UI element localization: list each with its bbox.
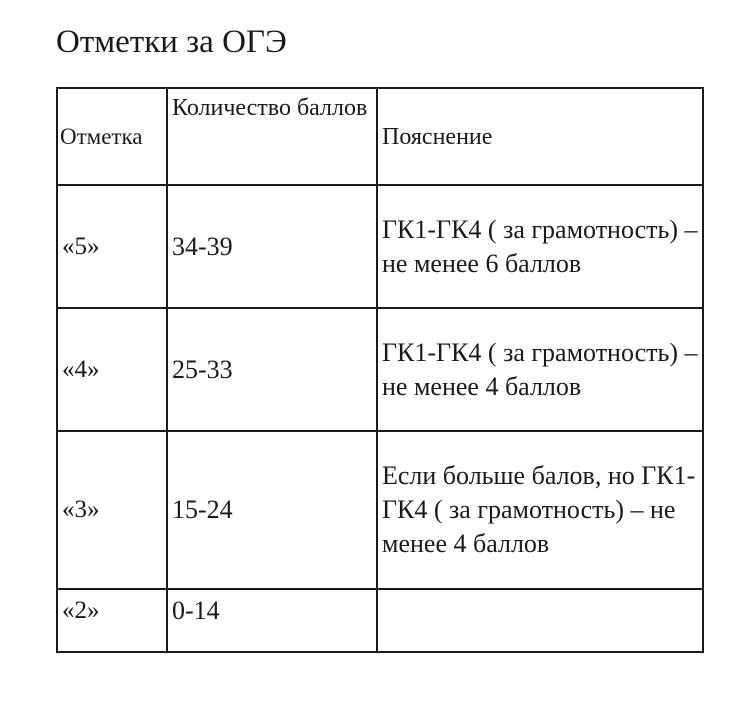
cell-mark: «3» (57, 431, 167, 589)
header-mark: Отметка (57, 88, 167, 185)
cell-mark: «4» (57, 308, 167, 431)
table-row (57, 185, 703, 308)
table-row (57, 431, 703, 589)
cell-mark: «5» (57, 185, 167, 308)
cell-points: 25-33 (167, 308, 377, 431)
cell-points: 34-39 (167, 185, 377, 308)
table-row (57, 589, 703, 652)
table-row (57, 308, 703, 431)
grades-table (56, 87, 704, 653)
cell-note: Если больше балов, но ГК1-ГК4 ( за грамотность) – не менее 4 баллов (377, 431, 703, 589)
cell-points: 0-14 (167, 589, 377, 652)
cell-points: 15-24 (167, 431, 377, 589)
header-points: Количество баллов (167, 88, 377, 185)
cell-note (377, 589, 703, 652)
cell-note: ГК1-ГК4 ( за грамотность) – не менее 6 баллов (377, 185, 703, 308)
header-note: Пояснение (377, 88, 703, 185)
cell-mark: «2» (57, 589, 167, 652)
page-title: Отметки за ОГЭ (56, 24, 287, 60)
table-header-row (57, 88, 703, 185)
cell-note: ГК1-ГК4 ( за грамотность) – не менее 4 баллов (377, 308, 703, 431)
